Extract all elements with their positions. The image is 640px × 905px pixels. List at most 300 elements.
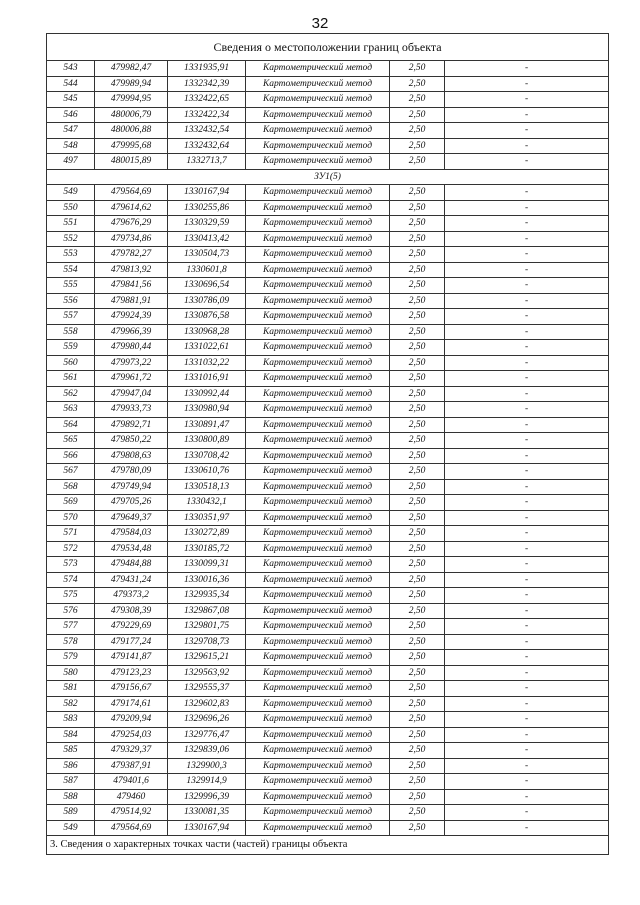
x-coordinate-cell: 479373,2 xyxy=(95,588,168,604)
table-row xyxy=(47,572,609,588)
y-coordinate-cell: 1329935,34 xyxy=(168,588,246,604)
description-cell: - xyxy=(445,774,609,790)
accuracy-cell: 2,50 xyxy=(390,309,445,325)
accuracy-cell: 2,50 xyxy=(390,727,445,743)
table-row xyxy=(47,448,609,464)
table-heading: Сведения о местоположении границ объекта xyxy=(47,34,609,61)
method-cell: Картометрический метод xyxy=(246,417,390,433)
accuracy-cell: 2,50 xyxy=(390,464,445,480)
point-number-cell: 559 xyxy=(47,340,95,356)
table-row xyxy=(47,231,609,247)
accuracy-cell: 2,50 xyxy=(390,681,445,697)
accuracy-cell: 2,50 xyxy=(390,774,445,790)
description-cell: - xyxy=(445,92,609,108)
x-coordinate-cell: 479177,24 xyxy=(95,634,168,650)
description-cell: - xyxy=(445,510,609,526)
description-cell: - xyxy=(445,417,609,433)
accuracy-cell: 2,50 xyxy=(390,634,445,650)
table-row xyxy=(47,758,609,774)
point-number-cell: 562 xyxy=(47,386,95,402)
accuracy-cell: 2,50 xyxy=(390,495,445,511)
y-coordinate-cell: 1330891,47 xyxy=(168,417,246,433)
y-coordinate-cell: 1332432,54 xyxy=(168,123,246,139)
method-cell: Картометрический метод xyxy=(246,650,390,666)
accuracy-cell: 2,50 xyxy=(390,603,445,619)
table-row xyxy=(47,650,609,666)
y-coordinate-cell: 1329602,83 xyxy=(168,696,246,712)
accuracy-cell: 2,50 xyxy=(390,541,445,557)
point-number-cell: 569 xyxy=(47,495,95,511)
x-coordinate-cell: 479892,71 xyxy=(95,417,168,433)
point-number-cell: 577 xyxy=(47,619,95,635)
method-cell: Картометрический метод xyxy=(246,758,390,774)
x-coordinate-cell: 479534,48 xyxy=(95,541,168,557)
description-cell: - xyxy=(445,76,609,92)
method-cell: Картометрический метод xyxy=(246,433,390,449)
method-cell: Картометрический метод xyxy=(246,448,390,464)
point-number-cell: 576 xyxy=(47,603,95,619)
description-cell: - xyxy=(445,247,609,263)
description-cell: - xyxy=(445,743,609,759)
accuracy-cell: 2,50 xyxy=(390,448,445,464)
y-coordinate-cell: 1329867,08 xyxy=(168,603,246,619)
x-coordinate-cell: 479989,94 xyxy=(95,76,168,92)
description-cell: - xyxy=(445,603,609,619)
point-number-cell: 566 xyxy=(47,448,95,464)
description-cell: - xyxy=(445,557,609,573)
table-row xyxy=(47,355,609,371)
description-cell: - xyxy=(445,758,609,774)
point-number-cell: 572 xyxy=(47,541,95,557)
table-row xyxy=(47,727,609,743)
description-cell: - xyxy=(445,464,609,480)
description-cell: - xyxy=(445,309,609,325)
footer-row xyxy=(47,836,609,855)
method-cell: Картометрический метод xyxy=(246,92,390,108)
description-cell: - xyxy=(445,231,609,247)
y-coordinate-cell: 1329615,21 xyxy=(168,650,246,666)
description-cell: - xyxy=(445,681,609,697)
table-row xyxy=(47,216,609,232)
table-row xyxy=(47,541,609,557)
method-cell: Картометрический метод xyxy=(246,696,390,712)
y-coordinate-cell: 1330432,1 xyxy=(168,495,246,511)
point-number-cell: 554 xyxy=(47,262,95,278)
table-row xyxy=(47,386,609,402)
accuracy-cell: 2,50 xyxy=(390,402,445,418)
y-coordinate-cell: 1332422,65 xyxy=(168,92,246,108)
description-cell: - xyxy=(445,138,609,154)
method-cell: Картометрический метод xyxy=(246,216,390,232)
table-row xyxy=(47,247,609,263)
y-coordinate-cell: 1331022,61 xyxy=(168,340,246,356)
accuracy-cell: 2,50 xyxy=(390,355,445,371)
description-cell: - xyxy=(445,154,609,170)
point-number-cell: 545 xyxy=(47,92,95,108)
table-row xyxy=(47,681,609,697)
y-coordinate-cell: 1330786,09 xyxy=(168,293,246,309)
point-number-cell: 563 xyxy=(47,402,95,418)
table-row xyxy=(47,557,609,573)
y-coordinate-cell: 1331016,91 xyxy=(168,371,246,387)
description-cell: - xyxy=(445,355,609,371)
table-row xyxy=(47,371,609,387)
x-coordinate-cell: 479966,39 xyxy=(95,324,168,340)
description-cell: - xyxy=(445,479,609,495)
point-number-cell: 580 xyxy=(47,665,95,681)
description-cell: - xyxy=(445,727,609,743)
point-number-cell: 556 xyxy=(47,293,95,309)
method-cell: Картометрический метод xyxy=(246,293,390,309)
method-cell: Картометрический метод xyxy=(246,262,390,278)
method-cell: Картометрический метод xyxy=(246,572,390,588)
page-number: 32 xyxy=(311,15,329,32)
accuracy-cell: 2,50 xyxy=(390,154,445,170)
point-number-cell: 571 xyxy=(47,526,95,542)
method-cell: Картометрический метод xyxy=(246,278,390,294)
y-coordinate-cell: 1329900,3 xyxy=(168,758,246,774)
y-coordinate-cell: 1330272,89 xyxy=(168,526,246,542)
x-coordinate-cell: 479782,27 xyxy=(95,247,168,263)
description-cell: - xyxy=(445,495,609,511)
y-coordinate-cell: 1330601,8 xyxy=(168,262,246,278)
method-cell: Картометрический метод xyxy=(246,464,390,480)
method-cell: Картометрический метод xyxy=(246,681,390,697)
x-coordinate-cell: 479123,23 xyxy=(95,665,168,681)
y-coordinate-cell: 1329801,75 xyxy=(168,619,246,635)
point-number-cell: 550 xyxy=(47,200,95,216)
point-number-cell: 555 xyxy=(47,278,95,294)
table-row xyxy=(47,154,609,170)
description-cell: - xyxy=(445,665,609,681)
method-cell: Картометрический метод xyxy=(246,324,390,340)
table-row xyxy=(47,743,609,759)
point-number-cell: 578 xyxy=(47,634,95,650)
accuracy-cell: 2,50 xyxy=(390,324,445,340)
description-cell: - xyxy=(445,324,609,340)
point-number-cell: 586 xyxy=(47,758,95,774)
x-coordinate-cell: 479850,22 xyxy=(95,433,168,449)
accuracy-cell: 2,50 xyxy=(390,61,445,77)
table-row xyxy=(47,123,609,139)
x-coordinate-cell: 479209,94 xyxy=(95,712,168,728)
accuracy-cell: 2,50 xyxy=(390,696,445,712)
x-coordinate-cell: 479460 xyxy=(95,789,168,805)
table-row xyxy=(47,185,609,201)
x-coordinate-cell: 479808,63 xyxy=(95,448,168,464)
y-coordinate-cell: 1332432,64 xyxy=(168,138,246,154)
section-row xyxy=(47,169,609,185)
x-coordinate-cell: 479308,39 xyxy=(95,603,168,619)
point-number-cell: 551 xyxy=(47,216,95,232)
y-coordinate-cell: 1330968,28 xyxy=(168,324,246,340)
table-row xyxy=(47,278,609,294)
method-cell: Картометрический метод xyxy=(246,789,390,805)
footer-text: 3. Сведения о характерных точках части (частей) границы объекта xyxy=(47,836,609,855)
accuracy-cell: 2,50 xyxy=(390,479,445,495)
table-row xyxy=(47,495,609,511)
method-cell: Картометрический метод xyxy=(246,805,390,821)
table-row xyxy=(47,789,609,805)
x-coordinate-cell: 479994,95 xyxy=(95,92,168,108)
description-cell: - xyxy=(445,185,609,201)
accuracy-cell: 2,50 xyxy=(390,200,445,216)
method-cell: Картометрический метод xyxy=(246,200,390,216)
accuracy-cell: 2,50 xyxy=(390,758,445,774)
accuracy-cell: 2,50 xyxy=(390,92,445,108)
point-number-cell: 579 xyxy=(47,650,95,666)
method-cell: Картометрический метод xyxy=(246,619,390,635)
description-cell: - xyxy=(445,200,609,216)
description-cell: - xyxy=(445,386,609,402)
y-coordinate-cell: 1330351,97 xyxy=(168,510,246,526)
table-row xyxy=(47,510,609,526)
y-coordinate-cell: 1330610,76 xyxy=(168,464,246,480)
accuracy-cell: 2,50 xyxy=(390,665,445,681)
description-cell: - xyxy=(445,541,609,557)
y-coordinate-cell: 1330329,59 xyxy=(168,216,246,232)
accuracy-cell: 2,50 xyxy=(390,557,445,573)
x-coordinate-cell: 479924,39 xyxy=(95,309,168,325)
y-coordinate-cell: 1332342,39 xyxy=(168,76,246,92)
x-coordinate-cell: 480006,88 xyxy=(95,123,168,139)
description-cell: - xyxy=(445,789,609,805)
method-cell: Картометрический метод xyxy=(246,309,390,325)
x-coordinate-cell: 479749,94 xyxy=(95,479,168,495)
accuracy-cell: 2,50 xyxy=(390,386,445,402)
table-row xyxy=(47,138,609,154)
accuracy-cell: 2,50 xyxy=(390,820,445,836)
y-coordinate-cell: 1330167,94 xyxy=(168,185,246,201)
description-cell: - xyxy=(445,278,609,294)
y-coordinate-cell: 1329563,92 xyxy=(168,665,246,681)
y-coordinate-cell: 1331935,91 xyxy=(168,61,246,77)
accuracy-cell: 2,50 xyxy=(390,216,445,232)
point-number-cell: 574 xyxy=(47,572,95,588)
x-coordinate-cell: 479780,09 xyxy=(95,464,168,480)
point-number-cell: 568 xyxy=(47,479,95,495)
point-number-cell: 584 xyxy=(47,727,95,743)
point-number-cell: 582 xyxy=(47,696,95,712)
x-coordinate-cell: 479156,67 xyxy=(95,681,168,697)
table-row xyxy=(47,324,609,340)
table-row xyxy=(47,417,609,433)
y-coordinate-cell: 1330992,44 xyxy=(168,386,246,402)
point-number-cell: 553 xyxy=(47,247,95,263)
x-coordinate-cell: 479734,86 xyxy=(95,231,168,247)
y-coordinate-cell: 1330099,31 xyxy=(168,557,246,573)
method-cell: Картометрический метод xyxy=(246,154,390,170)
x-coordinate-cell: 479329,37 xyxy=(95,743,168,759)
x-coordinate-cell: 479813,92 xyxy=(95,262,168,278)
accuracy-cell: 2,50 xyxy=(390,138,445,154)
method-cell: Картометрический метод xyxy=(246,665,390,681)
description-cell: - xyxy=(445,433,609,449)
method-cell: Картометрический метод xyxy=(246,185,390,201)
table-row xyxy=(47,262,609,278)
method-cell: Картометрический метод xyxy=(246,557,390,573)
x-coordinate-cell: 479401,6 xyxy=(95,774,168,790)
point-number-cell: 558 xyxy=(47,324,95,340)
x-coordinate-cell: 479387,91 xyxy=(95,758,168,774)
point-number-cell: 547 xyxy=(47,123,95,139)
accuracy-cell: 2,50 xyxy=(390,650,445,666)
y-coordinate-cell: 1330255,86 xyxy=(168,200,246,216)
accuracy-cell: 2,50 xyxy=(390,433,445,449)
description-cell: - xyxy=(445,572,609,588)
table-row xyxy=(47,107,609,123)
method-cell: Картометрический метод xyxy=(246,138,390,154)
accuracy-cell: 2,50 xyxy=(390,123,445,139)
accuracy-cell: 2,50 xyxy=(390,340,445,356)
accuracy-cell: 2,50 xyxy=(390,712,445,728)
point-number-cell: 549 xyxy=(47,820,95,836)
point-number-cell: 548 xyxy=(47,138,95,154)
y-coordinate-cell: 1330413,42 xyxy=(168,231,246,247)
accuracy-cell: 2,50 xyxy=(390,805,445,821)
accuracy-cell: 2,50 xyxy=(390,231,445,247)
x-coordinate-cell: 479141,87 xyxy=(95,650,168,666)
table-row xyxy=(47,293,609,309)
accuracy-cell: 2,50 xyxy=(390,107,445,123)
description-cell: - xyxy=(445,634,609,650)
description-cell: - xyxy=(445,448,609,464)
accuracy-cell: 2,50 xyxy=(390,417,445,433)
table-row xyxy=(47,634,609,650)
method-cell: Картометрический метод xyxy=(246,526,390,542)
method-cell: Картометрический метод xyxy=(246,510,390,526)
accuracy-cell: 2,50 xyxy=(390,572,445,588)
point-number-cell: 544 xyxy=(47,76,95,92)
x-coordinate-cell: 479614,62 xyxy=(95,200,168,216)
description-cell: - xyxy=(445,107,609,123)
description-cell: - xyxy=(445,340,609,356)
accuracy-cell: 2,50 xyxy=(390,293,445,309)
x-coordinate-cell: 479484,88 xyxy=(95,557,168,573)
point-number-cell: 575 xyxy=(47,588,95,604)
x-coordinate-cell: 479564,69 xyxy=(95,185,168,201)
point-number-cell: 549 xyxy=(47,185,95,201)
method-cell: Картометрический метод xyxy=(246,247,390,263)
table-row xyxy=(47,61,609,77)
point-number-cell: 583 xyxy=(47,712,95,728)
method-cell: Картометрический метод xyxy=(246,107,390,123)
method-cell: Картометрический метод xyxy=(246,541,390,557)
y-coordinate-cell: 1330696,54 xyxy=(168,278,246,294)
y-coordinate-cell: 1330185,72 xyxy=(168,541,246,557)
point-number-cell: 567 xyxy=(47,464,95,480)
description-cell: - xyxy=(445,820,609,836)
point-number-cell: 552 xyxy=(47,231,95,247)
x-coordinate-cell: 479973,22 xyxy=(95,355,168,371)
point-number-cell: 564 xyxy=(47,417,95,433)
table-row xyxy=(47,464,609,480)
x-coordinate-cell: 479431,24 xyxy=(95,572,168,588)
accuracy-cell: 2,50 xyxy=(390,278,445,294)
point-number-cell: 589 xyxy=(47,805,95,821)
description-cell: - xyxy=(445,371,609,387)
method-cell: Картометрический метод xyxy=(246,495,390,511)
method-cell: Картометрический метод xyxy=(246,340,390,356)
description-cell: - xyxy=(445,123,609,139)
table-row xyxy=(47,774,609,790)
description-cell: - xyxy=(445,526,609,542)
method-cell: Картометрический метод xyxy=(246,820,390,836)
x-coordinate-cell: 480006,79 xyxy=(95,107,168,123)
x-coordinate-cell: 479229,69 xyxy=(95,619,168,635)
y-coordinate-cell: 1332713,7 xyxy=(168,154,246,170)
table-row xyxy=(47,820,609,836)
x-coordinate-cell: 480015,89 xyxy=(95,154,168,170)
table-row xyxy=(47,619,609,635)
description-cell: - xyxy=(445,588,609,604)
description-cell: - xyxy=(445,805,609,821)
table-row xyxy=(47,340,609,356)
x-coordinate-cell: 479254,03 xyxy=(95,727,168,743)
method-cell: Картометрический метод xyxy=(246,634,390,650)
method-cell: Картометрический метод xyxy=(246,76,390,92)
x-coordinate-cell: 479980,44 xyxy=(95,340,168,356)
x-coordinate-cell: 479676,29 xyxy=(95,216,168,232)
y-coordinate-cell: 1329839,06 xyxy=(168,743,246,759)
coordinates-table-frame xyxy=(46,33,608,855)
point-number-cell: 546 xyxy=(47,107,95,123)
table-row xyxy=(47,92,609,108)
accuracy-cell: 2,50 xyxy=(390,526,445,542)
y-coordinate-cell: 1329996,39 xyxy=(168,789,246,805)
method-cell: Картометрический метод xyxy=(246,355,390,371)
accuracy-cell: 2,50 xyxy=(390,371,445,387)
point-number-cell: 557 xyxy=(47,309,95,325)
method-cell: Картометрический метод xyxy=(246,61,390,77)
method-cell: Картометрический метод xyxy=(246,727,390,743)
description-cell: - xyxy=(445,61,609,77)
x-coordinate-cell: 479705,26 xyxy=(95,495,168,511)
method-cell: Картометрический метод xyxy=(246,371,390,387)
y-coordinate-cell: 1330800,89 xyxy=(168,433,246,449)
x-coordinate-cell: 479841,56 xyxy=(95,278,168,294)
description-cell: - xyxy=(445,619,609,635)
point-number-cell: 570 xyxy=(47,510,95,526)
table-row xyxy=(47,76,609,92)
accuracy-cell: 2,50 xyxy=(390,743,445,759)
method-cell: Картометрический метод xyxy=(246,386,390,402)
accuracy-cell: 2,50 xyxy=(390,76,445,92)
description-cell: - xyxy=(445,293,609,309)
point-number-cell: 585 xyxy=(47,743,95,759)
y-coordinate-cell: 1329914,9 xyxy=(168,774,246,790)
y-coordinate-cell: 1329696,26 xyxy=(168,712,246,728)
table-row xyxy=(47,603,609,619)
y-coordinate-cell: 1330016,36 xyxy=(168,572,246,588)
table-row xyxy=(47,665,609,681)
x-coordinate-cell: 479174,61 xyxy=(95,696,168,712)
y-coordinate-cell: 1329776,47 xyxy=(168,727,246,743)
accuracy-cell: 2,50 xyxy=(390,510,445,526)
x-coordinate-cell: 479933,73 xyxy=(95,402,168,418)
point-number-cell: 561 xyxy=(47,371,95,387)
method-cell: Картометрический метод xyxy=(246,603,390,619)
description-cell: - xyxy=(445,696,609,712)
method-cell: Картометрический метод xyxy=(246,479,390,495)
table-row xyxy=(47,588,609,604)
table-row xyxy=(47,433,609,449)
point-number-cell: 587 xyxy=(47,774,95,790)
coordinates-table xyxy=(46,33,609,855)
x-coordinate-cell: 479947,04 xyxy=(95,386,168,402)
y-coordinate-cell: 1331032,22 xyxy=(168,355,246,371)
x-coordinate-cell: 479961,72 xyxy=(95,371,168,387)
